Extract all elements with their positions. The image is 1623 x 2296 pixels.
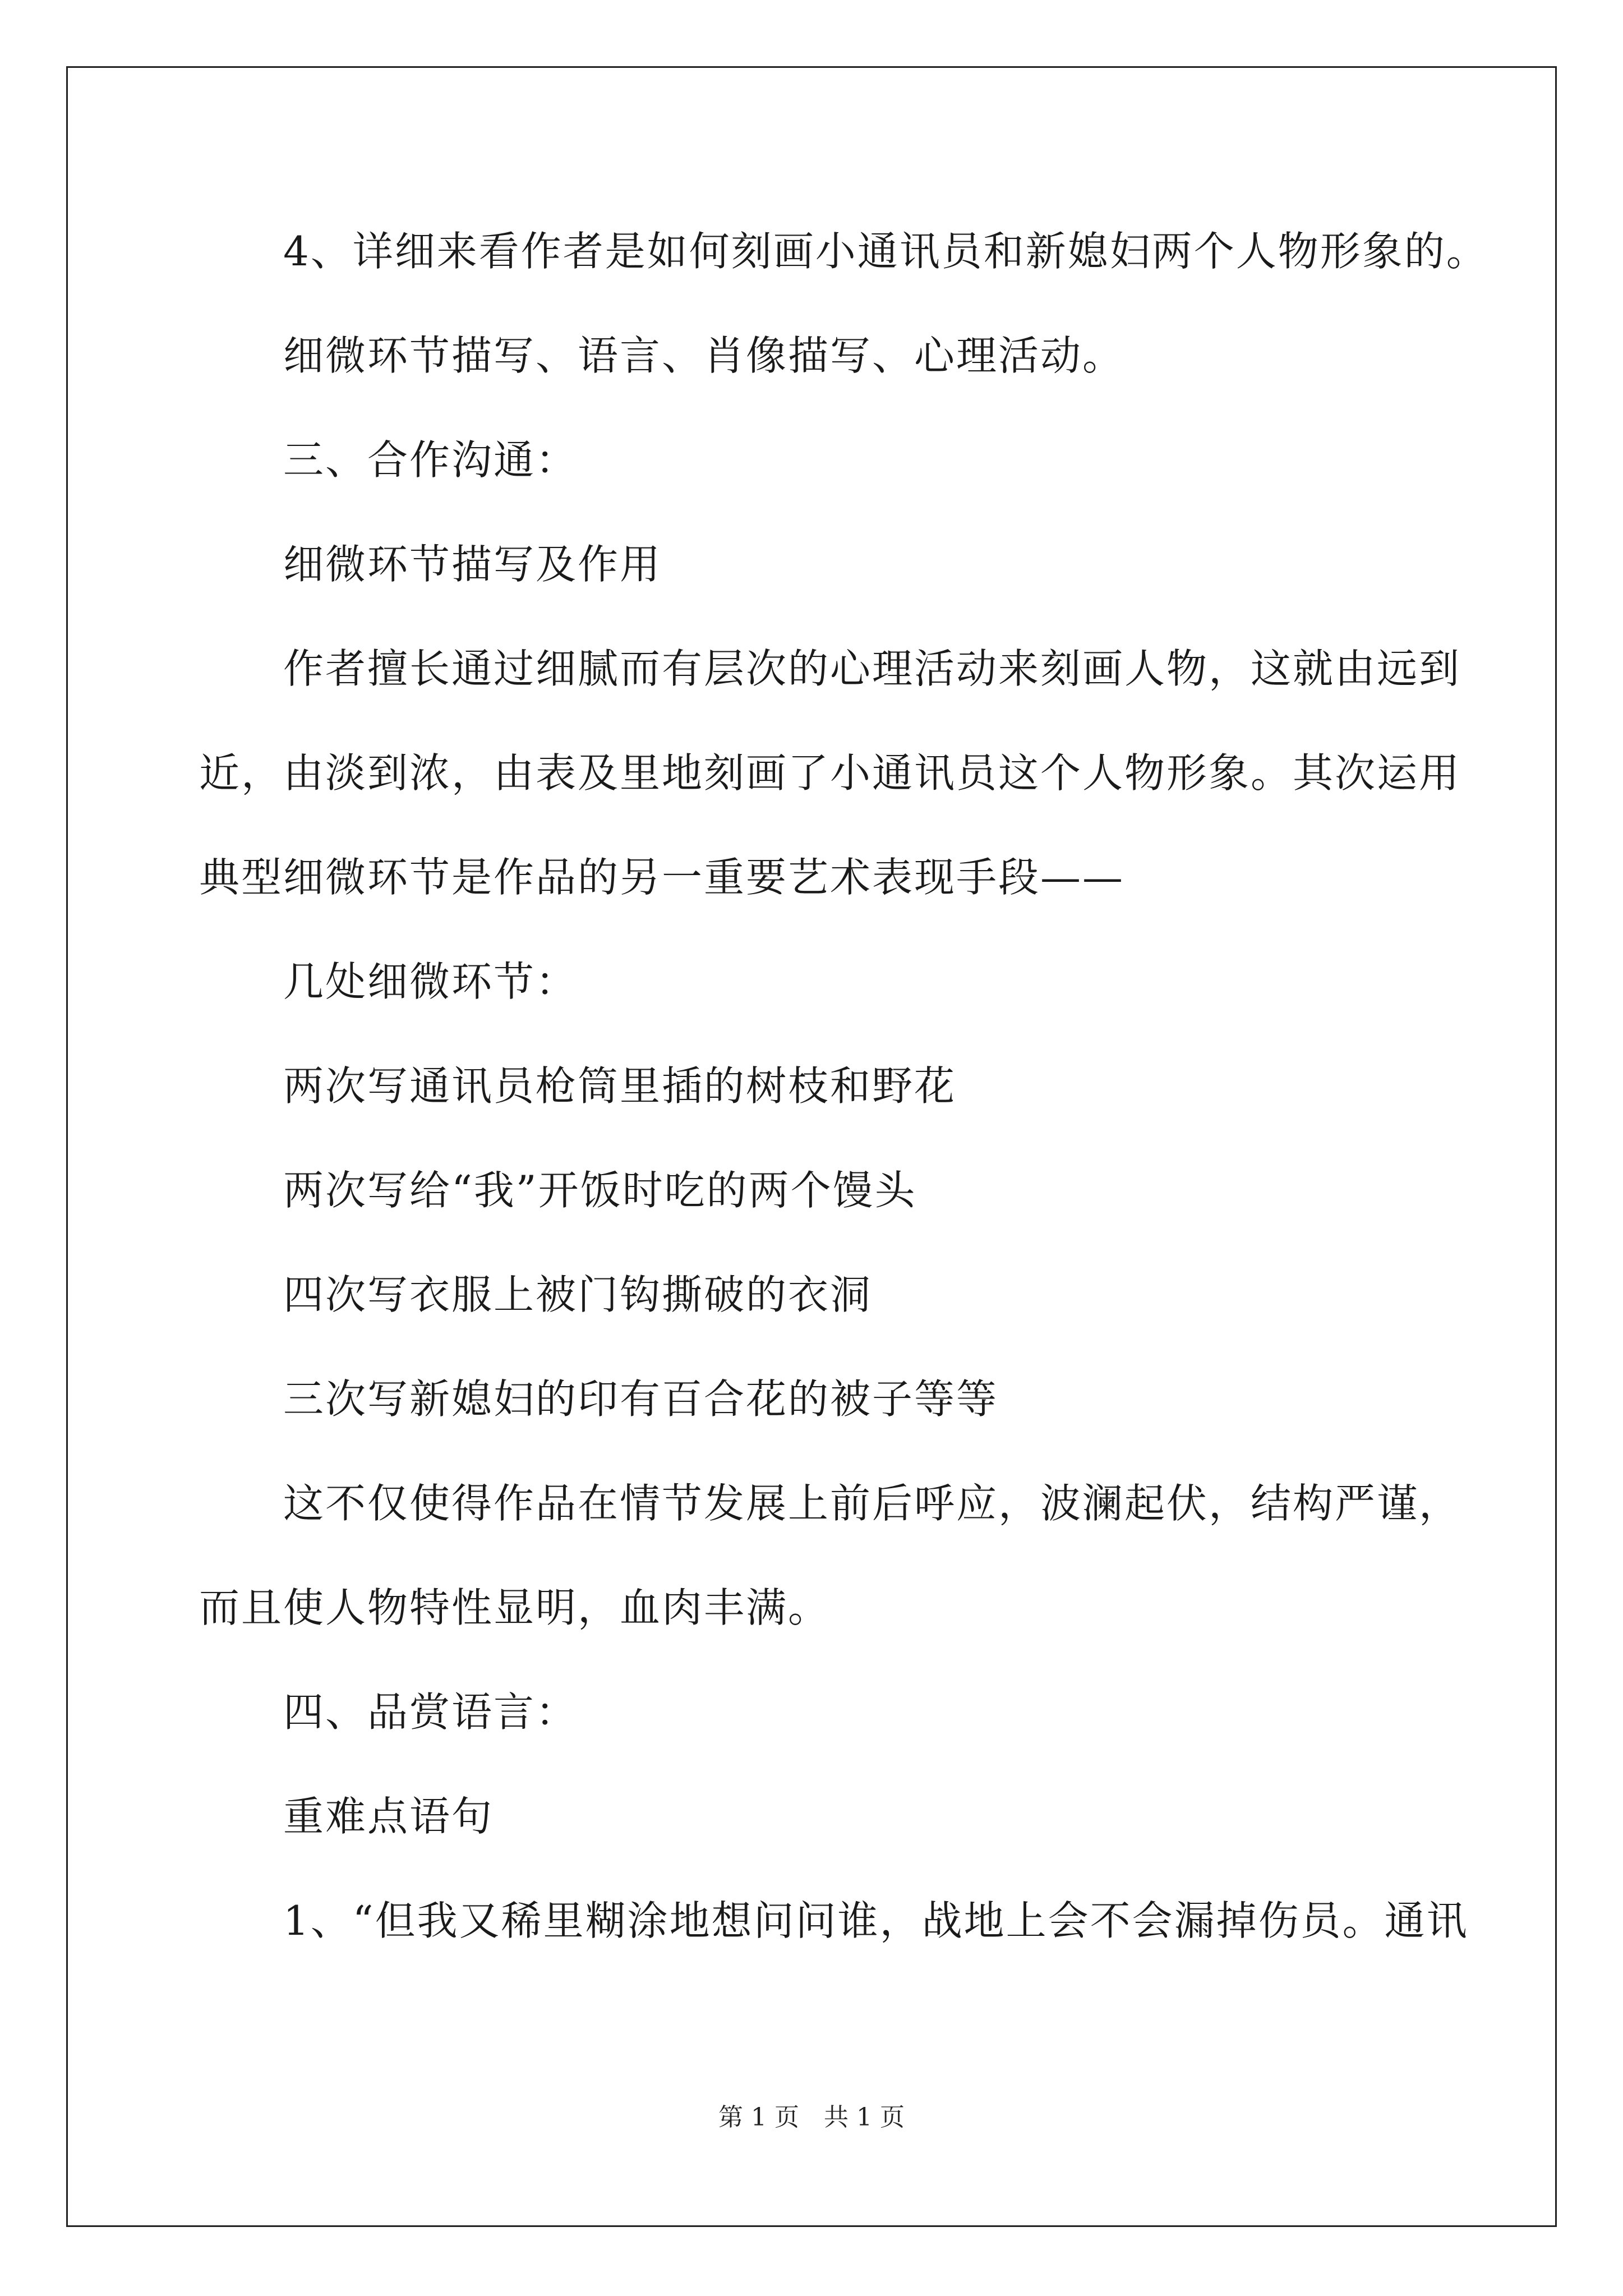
- section-heading-3: 三、合作沟通：: [283, 436, 578, 484]
- document-body: [199, 199, 1488, 1973]
- list-item-3: 四次写衣服上被门钩撕破的衣洞: [283, 1271, 873, 1318]
- paragraph-4: 细微环节描写及作用: [283, 541, 662, 588]
- paragraph-7: 典型细微环节是作品的另一重要艺术表现手段——: [199, 854, 1125, 901]
- paragraph-2: 细微环节描写、语言、肖像描写、心理活动。: [283, 332, 1125, 379]
- paragraph-8: 几处细微环节：: [283, 958, 578, 1005]
- list-item-2: 两次写给“我”开饭时吃的两个馒头: [283, 1167, 917, 1214]
- paragraph-5: 作者擅长通过细腻而有层次的心理活动来刻画人物，这就由远到: [283, 645, 1461, 692]
- paragraph-17: 1、“但我又稀里糊涂地想问问谁，战地上会不会漏掉伤员。通讯: [283, 1897, 1469, 1944]
- paragraph-6: 近，由淡到浓，由表及里地刻画了小通讯员这个人物形象。其次运用: [199, 749, 1461, 797]
- paragraph-1: 4、详细来看作者是如何刻画小通讯员和新媳妇两个人物形象的。: [283, 228, 1488, 275]
- paragraph-16: 重难点语句: [283, 1793, 494, 1840]
- paragraph-13: 这不仅使得作品在情节发展上前后呼应，波澜起伏，结构严谨，: [283, 1480, 1461, 1527]
- paragraph-14: 而且使人物特性显明，血肉丰满。: [199, 1584, 831, 1631]
- list-item-4: 三次写新媳妇的印有百合花的被子等等: [283, 1375, 999, 1423]
- section-heading-4: 四、品赏语言：: [283, 1688, 578, 1736]
- page-footer: 第 1 页 共 1 页: [718, 2103, 905, 2132]
- list-item-1: 两次写通讯员枪筒里插的树枝和野花: [283, 1062, 957, 1110]
